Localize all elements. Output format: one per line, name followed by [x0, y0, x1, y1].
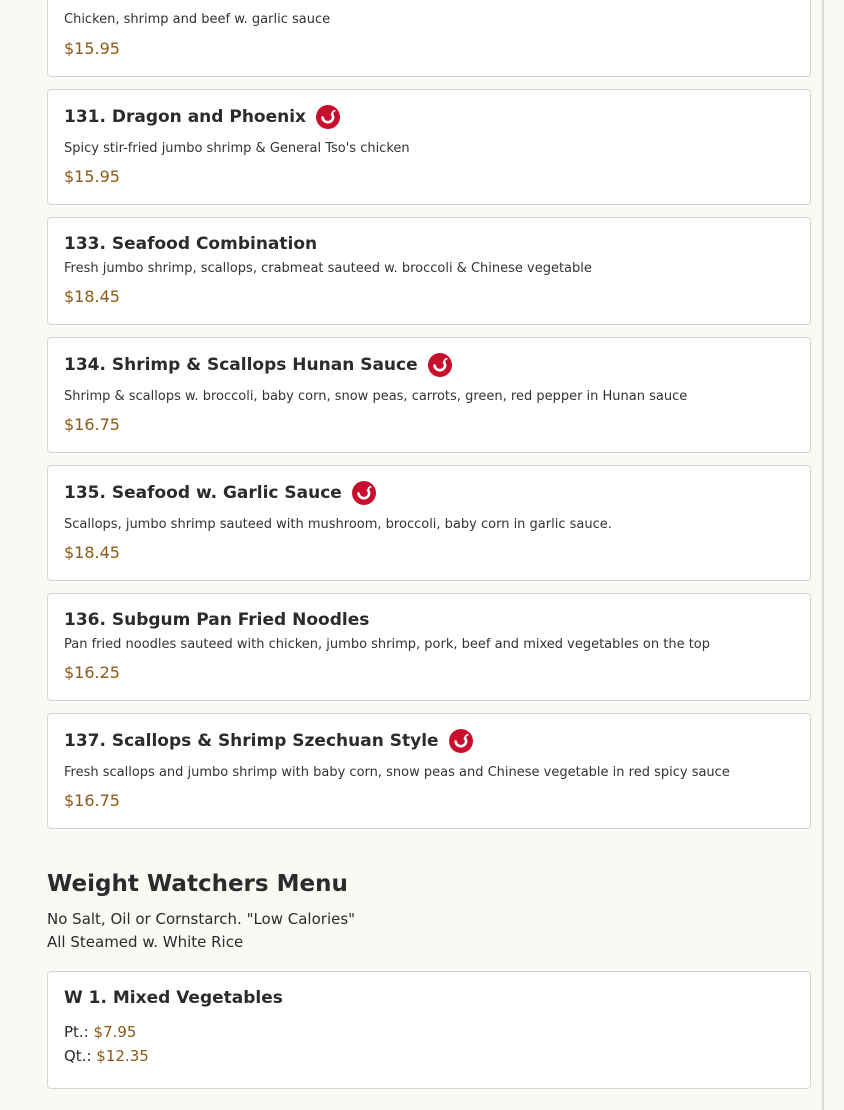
item-title-text: 137. Scallops & Shrimp Szechuan Style	[64, 731, 439, 751]
menu-item-131[interactable]	[47, 89, 811, 205]
item-title-text: 131. Dragon and Phoenix	[64, 107, 307, 127]
section-subtitle-1: No Salt, Oil or Cornstarch. "Low Calories"	[47, 910, 356, 928]
weight-watchers-section	[47, 869, 811, 1089]
chili-pepper-icon	[428, 353, 452, 377]
chili-pepper-icon	[316, 105, 340, 129]
item-price: $18.45	[64, 543, 120, 562]
size-price: $7.95	[93, 1023, 137, 1041]
size-label: Pt.:	[64, 1023, 89, 1041]
menu-item-w1[interactable]	[47, 971, 811, 1089]
item-price: $16.75	[64, 415, 120, 434]
item-title-text: 135. Seafood w. Garlic Sauce	[64, 483, 342, 503]
item-title	[64, 104, 794, 130]
item-price: $15.95	[64, 39, 120, 58]
section-title: Weight Watchers Menu	[47, 871, 348, 897]
size-label: Qt.:	[64, 1047, 92, 1065]
item-description: Pan fried noodles sauteed with chicken, jumbo shrimp, pork, beef and mixed vegetables on the top	[64, 637, 711, 652]
item-title-text: 133. Seafood Combination	[64, 234, 318, 254]
right-divider	[822, 0, 824, 1110]
item-description: Shrimp & scallops w. broccoli, baby corn, snow peas, carrots, green, red pepper in Hunan sauce	[64, 389, 688, 404]
item-description: Spicy stir-fried jumbo shrimp & General Tso's chicken	[64, 141, 410, 156]
item-title	[64, 232, 794, 256]
item-title-text: 134. Shrimp & Scallops Hunan Sauce	[64, 355, 418, 375]
menu-page	[47, 0, 811, 1101]
chili-pepper-icon	[449, 729, 473, 753]
item-price: $16.25	[64, 663, 120, 682]
menu-item-136[interactable]	[47, 593, 811, 701]
menu-item-135[interactable]	[47, 465, 811, 581]
item-title-text: 136. Subgum Pan Fried Noodles	[64, 610, 370, 630]
item-title	[64, 480, 794, 506]
section-subtitle-2: All Steamed w. White Rice	[47, 933, 244, 951]
chili-pepper-icon	[352, 481, 376, 505]
size-option-pint[interactable]	[64, 1020, 794, 1044]
item-title-text: W 1. Mixed Vegetables	[64, 988, 283, 1008]
item-price: $16.75	[64, 791, 120, 810]
item-title	[64, 608, 794, 632]
size-option-quart[interactable]	[64, 1044, 794, 1068]
menu-item-134[interactable]	[47, 337, 811, 453]
item-title	[64, 986, 794, 1010]
item-description: Scallops, jumbo shrimp sauteed with mushroom, broccoli, baby corn in garlic sauce.	[64, 517, 612, 532]
item-description: Fresh scallops and jumbo shrimp with baby corn, snow peas and Chinese vegetable in red spicy sauce	[64, 765, 730, 780]
menu-item-130[interactable]	[47, 0, 811, 77]
item-title	[64, 728, 794, 754]
item-price: $18.45	[64, 287, 120, 306]
item-title	[64, 352, 794, 378]
menu-item-133[interactable]	[47, 217, 811, 325]
size-price: $12.35	[96, 1047, 149, 1065]
menu-item-137[interactable]	[47, 713, 811, 829]
item-description: Chicken, shrimp and beef w. garlic sauce	[64, 12, 331, 27]
item-price: $15.95	[64, 167, 120, 186]
item-description: Fresh jumbo shrimp, scallops, crabmeat sauteed w. broccoli & Chinese vegetable	[64, 261, 592, 276]
